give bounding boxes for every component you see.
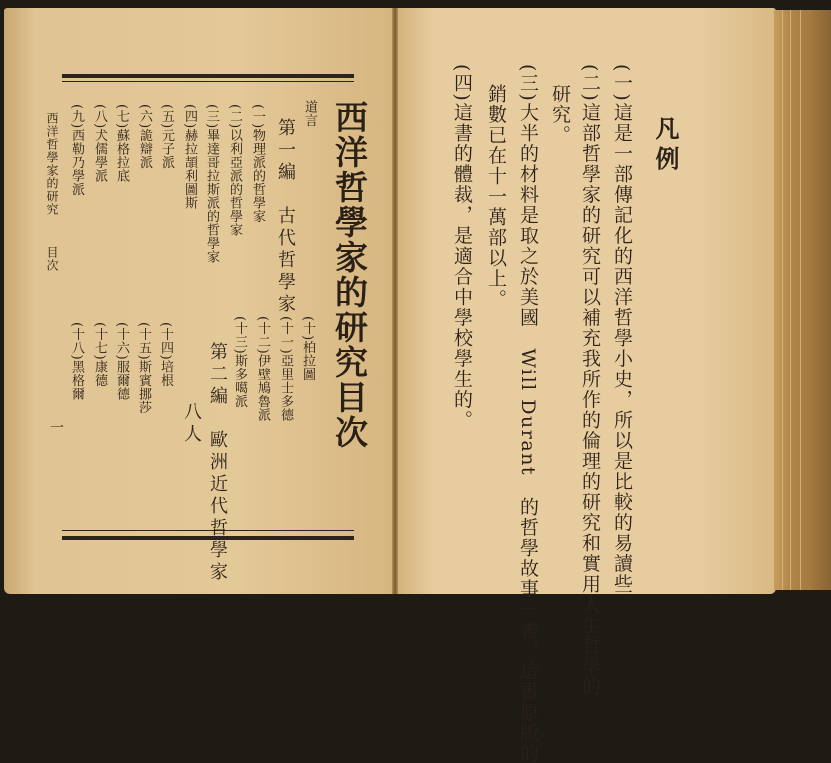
toc-title: 西洋哲學家的研究目次 [330,100,369,450]
toc-entry[interactable]: (八)犬儒學派 [92,104,107,183]
notes-line: (二)這部哲學家的研究可以補充我所作的倫理的研究和實用人生哲學的 [579,64,601,697]
toc-entry[interactable]: (三)畢達哥拉斯派的哲學家 [204,104,219,264]
notes-line: (四)這書的體裁，是適合中學校學生的。 [451,64,473,431]
toc-entry[interactable]: (五)元子派 [159,104,174,170]
toc-entry[interactable]: (十四)培根 [158,322,173,388]
notes-line: 銷數已在十一萬部以上。 [485,84,507,310]
notes-line: (一)這是一部傳記化的西洋哲學小史，所以是比較的易讀些。 [611,64,633,615]
toc-entry[interactable]: (九)西勒乃學派 [69,104,84,197]
toc-footer-title: 西洋哲學家的研究 [45,112,59,216]
toc-entry[interactable]: (十六)服爾德 [114,322,129,401]
toc-entry[interactable]: (十七)康德 [92,322,107,388]
page-number: 一 [48,420,64,434]
toc-entry[interactable]: (十一)亞里士多德 [278,316,293,422]
toc-entry[interactable]: (十八)黑格爾 [69,322,84,401]
notes-line: (三)大半的材料是取之於美國 Will Durant 的哲學故事一書，這書原版的 [517,64,539,763]
toc-entry[interactable]: (六)詭辯派 [137,104,152,170]
toc-intro[interactable]: 道言 [302,100,317,127]
toc-entry[interactable]: (十三)斯多噶派 [232,316,247,409]
toc-part2-sub: 八人 [181,402,202,446]
toc-entry[interactable]: (七)蘇格拉底 [114,104,129,183]
toc-entry[interactable]: (四)赫拉頡利圖斯 [182,104,197,210]
toc-footer-label: 目次 [45,246,59,272]
toc-entry[interactable]: (十)柏拉圖 [300,316,315,382]
toc-entry[interactable]: (一)物理派的哲學家 [250,104,265,224]
toc-part2-heading[interactable]: 第二編 歐洲近代哲學家 [207,342,228,584]
notes-heading: 凡例 [651,116,680,176]
top-rule [62,74,354,78]
toc-part1-heading[interactable]: 第一編 古代哲學家 [275,118,296,316]
notes-line: 研究。 [549,84,571,146]
toc-entry[interactable]: (二)以利亞派的哲學家 [227,104,242,237]
toc-entry[interactable]: (十二)伊壁鳩魯派 [255,316,270,422]
toc-entry[interactable]: (十五)斯賓挪莎 [136,322,151,415]
top-rule-thin [62,81,354,82]
book-spine [392,8,398,594]
